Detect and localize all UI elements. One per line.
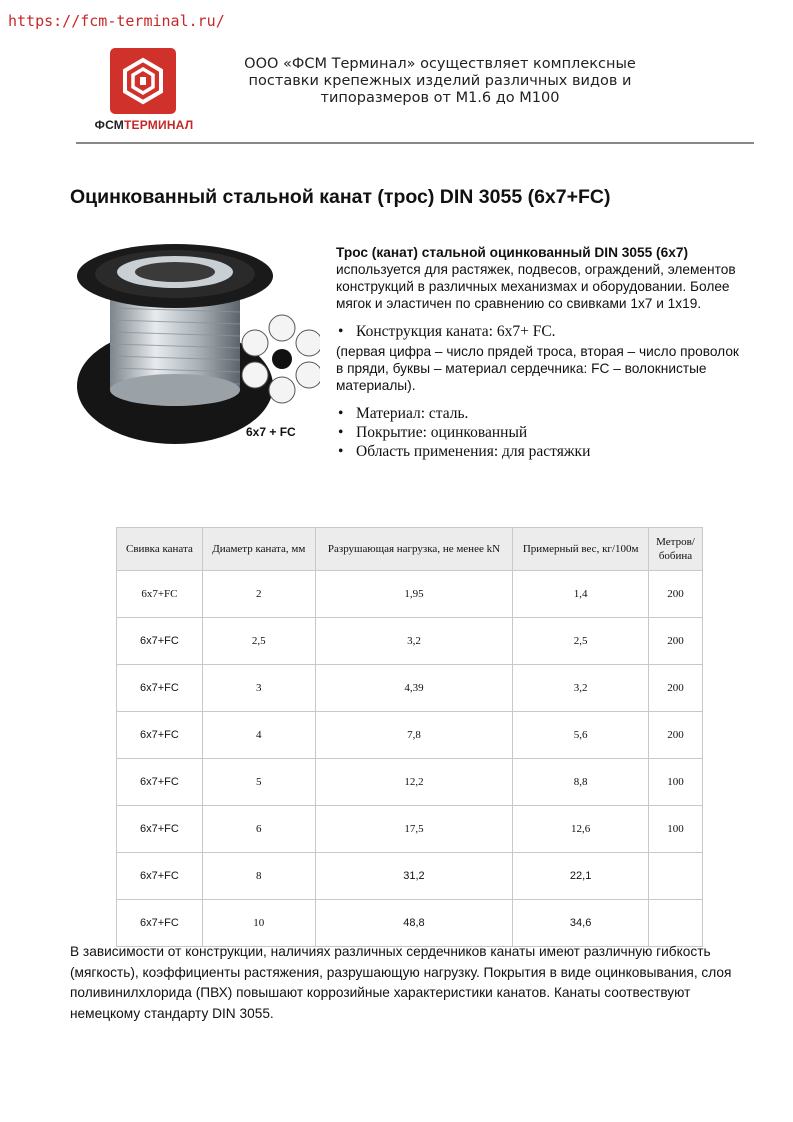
table-cell: 31,2 (315, 853, 513, 900)
table-cell (649, 900, 703, 947)
product-image (70, 236, 320, 456)
table-cell: 6x7+FC (117, 900, 203, 947)
table-row (117, 900, 703, 947)
table-cell: 6x7+FC (117, 712, 203, 759)
tagline-line: ООО «ФСМ Терминал» осуществляет комплексные (244, 56, 636, 72)
table-cell: 4,39 (315, 665, 513, 712)
construction-list (336, 322, 746, 341)
table-row (117, 712, 703, 759)
bullet-application: • Область применения: для растяжки (336, 442, 746, 461)
table-cell: 34,6 (513, 900, 649, 947)
table-row (117, 571, 703, 618)
table-row (117, 853, 703, 900)
bullet-construction: • Конструкция каната: 6х7+ FC. (336, 322, 746, 341)
table-cell: 200 (649, 571, 703, 618)
logo-wordmark: ФСМТЕРМИНАЛ (94, 118, 194, 132)
table-cell: 2,5 (202, 618, 315, 665)
table-cell: 6x7+FC (117, 759, 203, 806)
table-cell: 200 (649, 618, 703, 665)
table-cell: 6x7+FC (117, 665, 203, 712)
construction-note: (первая цифра – число прядей троса, вторая – число проволок в пряди, буквы – материал сердечника: FC – волокнистые материалы). (336, 344, 739, 393)
table-cell: 22,1 (513, 853, 649, 900)
table-cell: 1,95 (315, 571, 513, 618)
table-cell: 6x7+FC (117, 806, 203, 853)
column-header: Разрушающая нагрузка, не менее kN (315, 528, 513, 571)
description-lead: Трос (канат) стальной оцинкованный DIN 3055 (6х7) (336, 245, 688, 260)
table-cell: 5 (202, 759, 315, 806)
table-cell: 8 (202, 853, 315, 900)
column-header: Метров/ бобина (649, 528, 703, 571)
logo-emblem (110, 48, 176, 114)
table-header-row (117, 528, 703, 571)
table-cell (649, 853, 703, 900)
table-cell: 100 (649, 806, 703, 853)
description-text: используется для растяжек, подвесов, ограждений, элементов конструкций в различных механизмах и оборудовании. Более мягок и эластичен по сравнению со свивками 1х7 и 1х19. (336, 262, 736, 311)
table-cell: 6x7+FC (117, 853, 203, 900)
tagline-line: типоразмеров от М1.6 до М100 (320, 90, 560, 106)
column-header: Свивка каната (117, 528, 203, 571)
table-cell: 3 (202, 665, 315, 712)
table-row (117, 759, 703, 806)
table-cell: 6x7+FC (117, 618, 203, 665)
table-row (117, 618, 703, 665)
table-cell: 2 (202, 571, 315, 618)
table-cell: 5,6 (513, 712, 649, 759)
table-cell: 200 (649, 665, 703, 712)
cable-construction-caption: 6x7 + FC (246, 425, 296, 439)
column-header: Примерный вес, кг/100м (513, 528, 649, 571)
header-divider (76, 142, 754, 144)
specifications-table (116, 527, 703, 947)
table-cell: 6 (202, 806, 315, 853)
description-paragraph (336, 244, 746, 312)
table-cell: 12,6 (513, 806, 649, 853)
table-cell: 48,8 (315, 900, 513, 947)
product-description (336, 244, 746, 461)
table-row (117, 665, 703, 712)
table-cell: 17,5 (315, 806, 513, 853)
table-cell: 3,2 (513, 665, 649, 712)
table-cell: 200 (649, 712, 703, 759)
table-cell: 10 (202, 900, 315, 947)
table-cell: 100 (649, 759, 703, 806)
logo-hexagon-icon (110, 48, 176, 114)
properties-list (336, 404, 746, 461)
cable-reel-illustration (70, 236, 320, 456)
table-cell: 4 (202, 712, 315, 759)
site-url-link[interactable]: https://fcm-terminal.ru/ (8, 12, 225, 30)
column-header: Диаметр каната, мм (202, 528, 315, 571)
table-cell: 3,2 (315, 618, 513, 665)
page-title: Оцинкованный стальной канат (трос) DIN 3055 (6х7+FC) (70, 186, 611, 208)
table-cell: 8,8 (513, 759, 649, 806)
table-cell: 1,4 (513, 571, 649, 618)
table-cell: 6x7+FC (117, 571, 203, 618)
table-cell: 12,2 (315, 759, 513, 806)
company-logo (84, 48, 204, 132)
bullet-coating: • Покрытие: оцинкованный (336, 423, 746, 442)
tagline-line: поставки крепежных изделий различных видов и (248, 73, 632, 89)
company-tagline (230, 56, 650, 107)
bullet-material: • Материал: сталь. (336, 404, 746, 423)
table-cell: 7,8 (315, 712, 513, 759)
table-row (117, 806, 703, 853)
footer-paragraph: В зависимости от конструкции, наличиях различных сердечников канаты имеют различную гибкость (мягкость), коэффициенты растяжения, разрушающую нагрузку. Покрытия в виде оцинковывания, слоя поливинилхлорида (ПВХ) повышают коррозийные характеристики канатов. Канаты соотвествуют немецкому стандарту DIN 3055. (70, 944, 732, 1021)
table-cell: 2,5 (513, 618, 649, 665)
